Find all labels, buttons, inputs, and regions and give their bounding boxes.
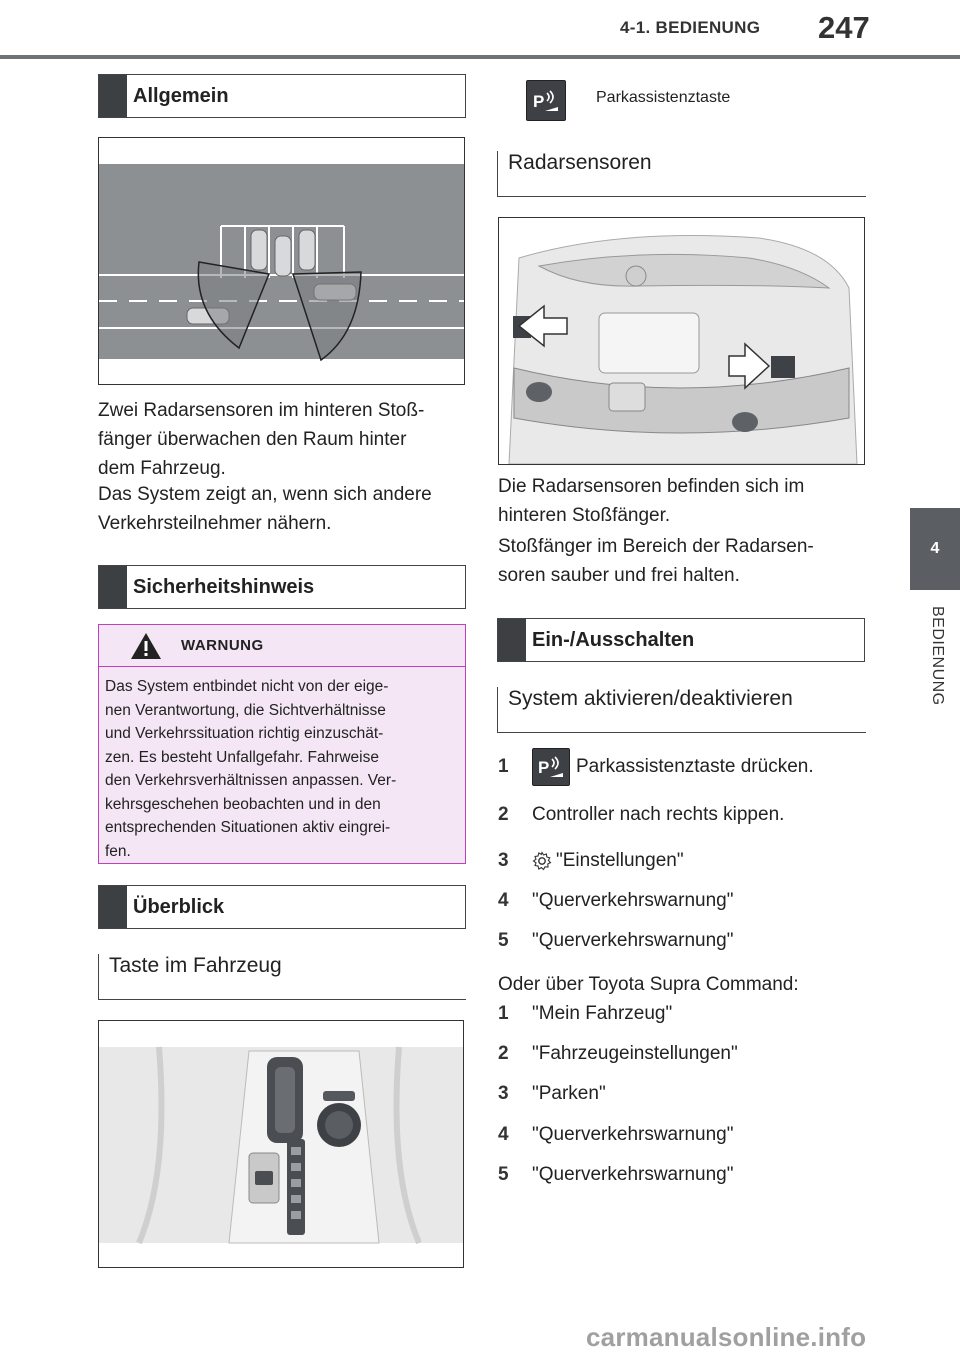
radarsensoren-para-1: Die Radarsensoren befinden sich im hinteren Stoßfänger.	[498, 476, 805, 526]
alt-intro: Oder über Toyota Supra Command:	[498, 974, 799, 995]
parking-assist-key-icon	[532, 748, 570, 786]
figure-radar-coverage	[98, 137, 465, 385]
svg-text:P: P	[538, 758, 550, 777]
alt-step-3: 3 "Parken"	[498, 1083, 606, 1104]
parking-assist-button-caption: Parkassistenztaste	[596, 89, 731, 106]
step-1: 1 P Parkassistenztaste drücken.	[498, 746, 868, 788]
warning-text: Das System entbindet nicht von der eige- nen Verantwortung, die Sichtverhältnisse und Verkehrssituation richtig einzuschät- zen. Es besteht Unfallgefahr. Fahrweise den Verkehrsverhältnissen anpassen. Ver- kehrsgeschehen beobachten und in den entsprechenden Situationen aktiv eingrei- fen.	[105, 678, 397, 860]
watermark: carmanualsonline.info	[586, 1322, 867, 1352]
step-4: 4 "Querverkehrswarnung"	[498, 890, 734, 911]
step-3: 3 "Einstellungen"	[498, 850, 684, 871]
section-title: 4-1. BEDIENUNG	[620, 18, 761, 37]
warning-title: WARNUNG	[181, 637, 264, 654]
heading-ueberblick: Überblick	[98, 885, 466, 929]
chapter-tab	[910, 508, 960, 590]
subheading-taste-im-fahrzeug: Taste im Fahrzeug	[98, 954, 466, 1000]
gear-icon	[532, 851, 552, 871]
step-5: 5 "Querverkehrswarnung"	[498, 930, 734, 951]
figure-rear-bumper	[498, 217, 865, 465]
header-rule	[0, 55, 960, 59]
step-2: 2 Controller nach rechts kippen.	[498, 804, 785, 825]
alt-step-4: 4 "Querverkehrswarnung"	[498, 1124, 734, 1145]
page-number: 247	[818, 10, 870, 45]
subheading-system-aktivieren: System aktivieren/deaktivieren	[497, 687, 866, 733]
alt-step-2: 2 "Fahrzeugeinstellungen"	[498, 1043, 738, 1064]
alt-step-5: 5 "Querverkehrswarnung"	[498, 1164, 734, 1185]
chapter-number: 4	[930, 540, 940, 557]
parking-assist-button-icon	[526, 80, 566, 121]
figure-center-console	[98, 1020, 464, 1268]
heading-sicherheitshinweis: Sicherheitshinweis	[98, 565, 466, 609]
warning-triangle-icon	[129, 631, 163, 661]
radarsensoren-para-2: Stoßfänger im Bereich der Radarsen- soren sauber und frei halten.	[498, 536, 814, 586]
alt-step-1: 1 "Mein Fahrzeug"	[498, 1003, 673, 1024]
warning-box	[98, 624, 466, 864]
heading-ein-ausschalten: Ein-/Ausschalten	[497, 618, 865, 662]
svg-text:P: P	[533, 91, 545, 111]
allgemein-para-1: Zwei Radarsensoren im hinteren Stoß- fänger überwachen den Raum hinter dem Fahrzeug.	[98, 400, 425, 479]
chapter-label: BEDIENUNG	[929, 606, 946, 706]
heading-allgemein: Allgemein	[98, 74, 466, 118]
subheading-radarsensoren: Radarsensoren	[497, 151, 866, 197]
allgemein-para-2: Das System zeigt an, wenn sich andere Verkehrsteilnehmer nähern.	[98, 484, 432, 534]
